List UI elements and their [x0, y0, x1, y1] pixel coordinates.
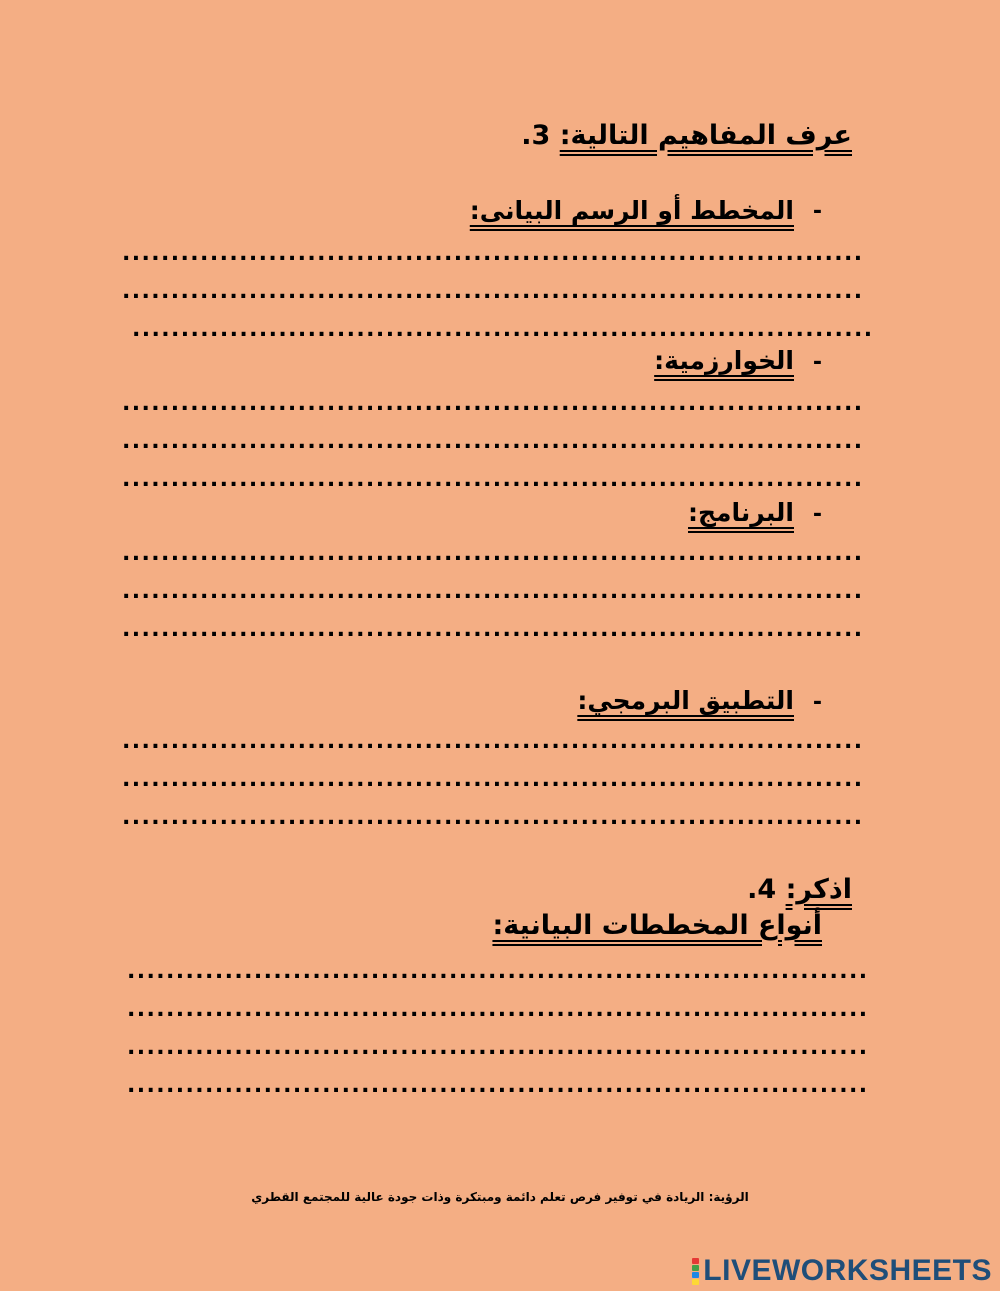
answer-line[interactable]: ............................................................................	[122, 617, 864, 642]
answer-line[interactable]: ............................................................................	[132, 317, 874, 342]
bullet-dash: -	[812, 502, 822, 527]
concept-label-application: التطبيق البرمجي:	[577, 686, 794, 715]
answer-line[interactable]: ............................................................................	[122, 805, 864, 830]
question-4-title: اذكر:	[785, 874, 852, 905]
question-3-number: 3.	[521, 120, 551, 151]
answer-line[interactable]: ............................................................................	[122, 767, 864, 792]
answer-line[interactable]: ............................................................................	[127, 959, 869, 984]
answer-line[interactable]: ............................................................................	[127, 1035, 869, 1060]
question-4-number: 4.	[747, 874, 777, 905]
concept-label-program: البرنامج:	[688, 498, 794, 527]
question-3-title: عرف المفاهيم التالية:	[559, 120, 852, 151]
concept-label-chart: المخطط أو الرسم البيانى:	[469, 196, 794, 225]
concept-label-algorithm: الخوارزمية:	[654, 346, 794, 375]
answer-line[interactable]: ............................................................................	[127, 1073, 869, 1098]
brand-name: LIVEWORKSHEETS	[703, 1254, 992, 1287]
bullet-dash: -	[812, 350, 822, 375]
bullet-dash: -	[812, 690, 822, 715]
answer-line[interactable]: ............................................................................	[122, 279, 864, 304]
question-4-subtitle: أنواع المخططات البيانية:	[492, 910, 822, 941]
answer-line[interactable]: ............................................................................	[122, 391, 864, 416]
vision-footer: الرؤية: الريادة في توفير فرص تعلم دائمة ومبتكرة وذات جودة عالية للمجتمع القطري	[251, 1190, 749, 1204]
answer-line[interactable]: ............................................................................	[127, 997, 869, 1022]
answer-line[interactable]: ............................................................................	[122, 467, 864, 492]
answer-line[interactable]: ............................................................................	[122, 729, 864, 754]
logo-icon	[692, 1258, 699, 1285]
answer-line[interactable]: ............................................................................	[122, 429, 864, 454]
liveworksheets-logo	[692, 1254, 992, 1288]
answer-line[interactable]: ............................................................................	[122, 579, 864, 604]
question-4-heading	[747, 874, 852, 905]
answer-line[interactable]: ............................................................................	[122, 241, 864, 266]
question-3-heading	[521, 120, 852, 151]
bullet-dash: -	[812, 199, 822, 224]
answer-line[interactable]: ............................................................................	[122, 541, 864, 566]
